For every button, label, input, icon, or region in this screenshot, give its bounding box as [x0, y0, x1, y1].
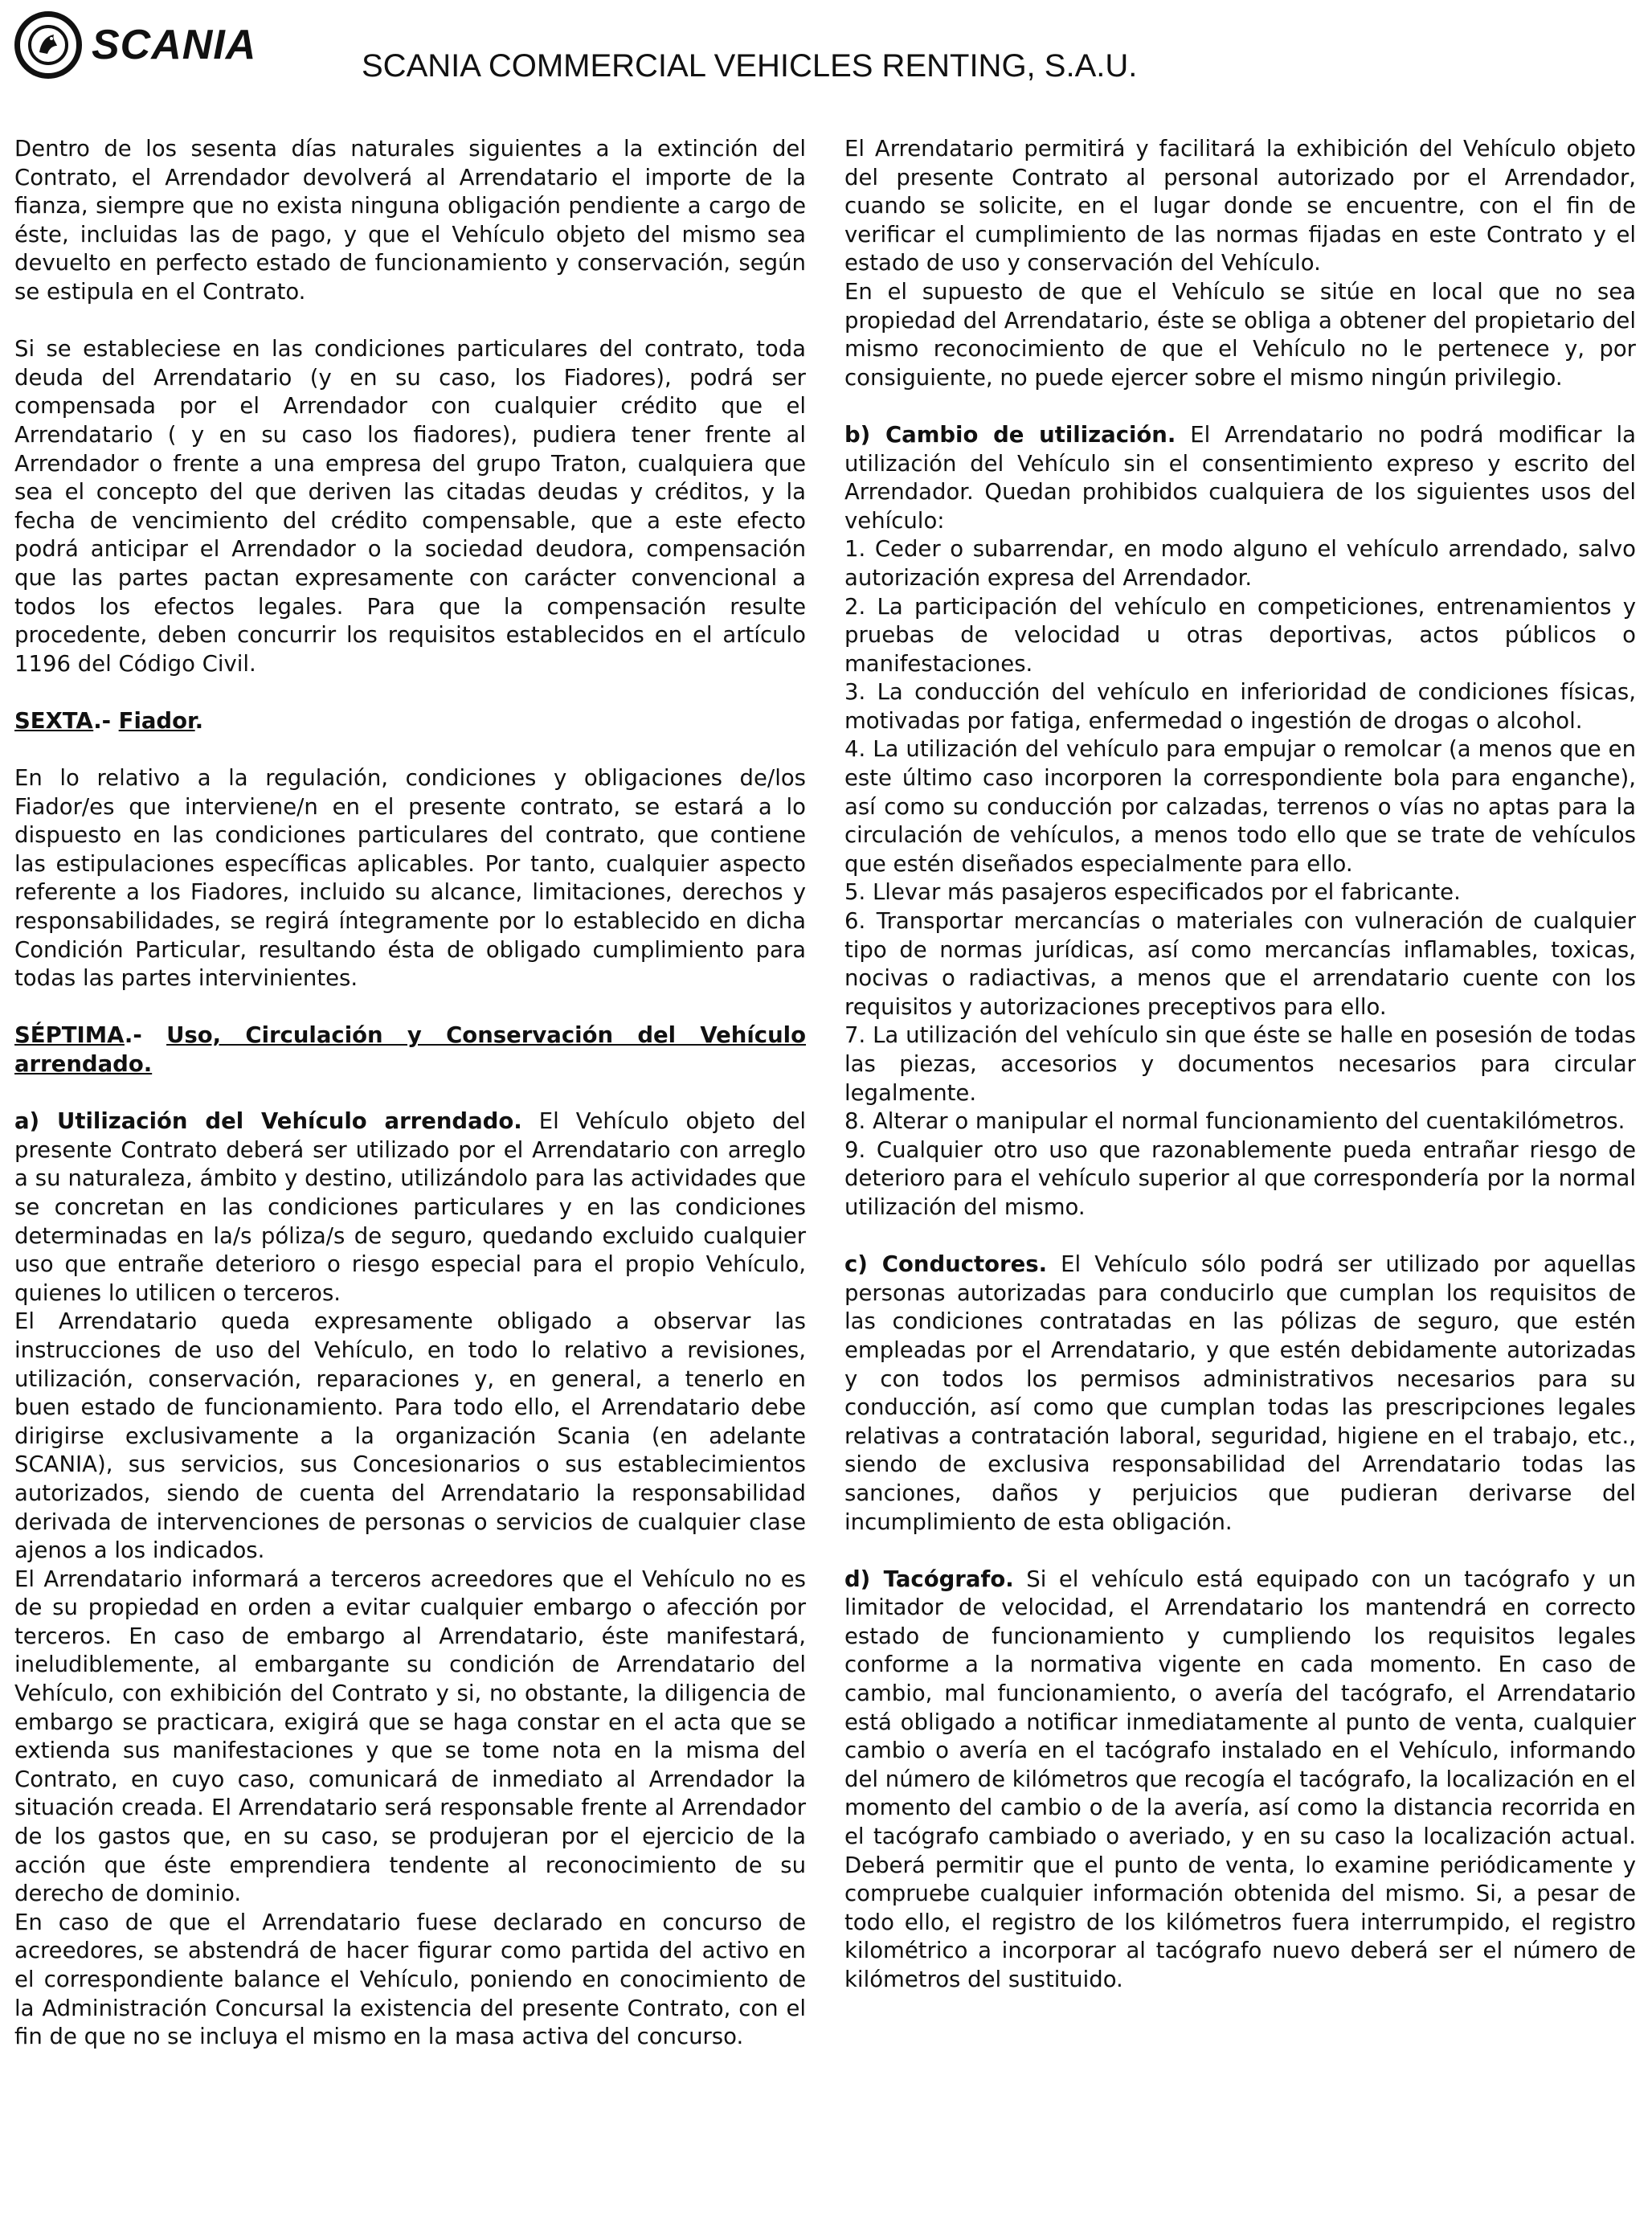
subsection-text: El Arrendatario no podrá modificar la utilización del Vehículo sin el consentimiento expreso y escrito del Arrendador. Quedan prohibidos cualquiera de los siguientes usos del vehículo:: [844, 421, 1636, 534]
list-item: 6. Transportar mercancías o materiales con vulneración de cualquier tipo de normas jurídicas, así como mercancías inflamables, toxicas, nocivas o radiactivas, a menos que el arrendatario cuente con los requisitos y autorizaciones preceptivos para ello.: [844, 908, 1636, 1020]
subsection-text: El Vehículo objeto del presente Contrato deberá ser utilizado por el Arrendatario con arreglo a su naturaleza, ámbito y destino, utilizándolo para las actividades que se concretan en las condiciones particulares y en las condiciones determinadas en la/s póliza/s de seguro, quedando excluido cualquier uso que entrañe deterioro o riesgo especial para el propio Vehículo, quienes lo utilicen o terceros.: [14, 1108, 807, 1306]
section-separator: .-: [124, 1022, 167, 1049]
left-column: [14, 135, 806, 2052]
section-title: Uso, Circulación y Conservación del Vehículo arrendado.: [14, 1022, 807, 1077]
paragraph-conductores: [844, 1251, 1636, 1537]
page-header: [0, 0, 1652, 121]
subsection-title: c) Conductores.: [844, 1251, 1048, 1278]
logo-wordmark: SCANIA: [92, 22, 257, 68]
paragraph-fianza: Dentro de los sesenta días naturales siguientes a la extinción del Contrato, el Arrendador devolverá al Arrendatario el importe de la fianza, siempre que no exista ninguna obligación pendiente a cargo de éste, incluidas las de pago, y que el Vehículo objeto del mismo sea devuelto en perfecto estado de funcionamiento y conservación, según se estipula en el Contrato.: [14, 136, 806, 305]
paragraph-concurso: En caso de que el Arrendatario fuese declarado en concurso de acreedores, se abstendrá de hacer figurar como partida del activo en el correspondiente balance el Vehículo, poniendo en conocimiento de la Administración Concursal la existencia del presente Contrato, con el fin de que no se incluya el mismo en la masa activa del concurso.: [14, 1909, 806, 2050]
list-item: 9. Cualquier otro uso que razonablemente pueda entrañar riesgo de deterioro para el vehículo superior al que correspondería por la normal utilización del mismo.: [844, 1136, 1636, 1220]
griffin-emblem-icon: [14, 11, 82, 79]
paragraph-embargo: El Arrendatario informará a terceros acreedores que el Vehículo no es de su propiedad en orden a evitar cualquier embargo o afección por terceros. En caso de embargo al Arrendatario, éste manifestará, ineludiblemente, al embargante su condición de Arrendatario del Vehículo, con exhibición del Contrato y si, no obstante, la diligencia de embargo se practicara, exigirá que se haga constar en el acta que se extienda sus manifestaciones y que se tome nota en la misma del Contrato, en cuyo caso, comunicará de inmediato al Arrendador la situación creada. El Arrendatario será responsable frente al Arrendador de los gastos que, en su caso, se produjeran por el ejercicio de la acción que éste emprendiera tendente al reconocimiento de su derecho de dominio.: [14, 1566, 806, 1907]
subsection-text: El Vehículo sólo podrá ser utilizado por aquellas personas autorizadas para conducirlo que cumplan los requisitos de las condiciones contratadas en las pólizas de seguro, que estén empleadas por el Arrendatario, y que estén debidamente autorizadas y con todos los permisos administrativos necesarios para su conducción, así como que cumplan todas las prescripciones legales relativas a contratación laboral, seguridad, higiene en el trabajo, etc., siendo de exclusiva responsabilidad del Arrendatario todas las sanciones, daños y perjuicios que pudieran derivarse del incumplimiento de esta obligación.: [844, 1251, 1636, 1535]
subsection-title: d) Tacógrafo.: [844, 1566, 1014, 1592]
scania-logo: [14, 11, 256, 79]
paragraph-cambio-utilizacion: [844, 421, 1636, 535]
section-label: SEXTA: [14, 707, 94, 734]
list-item: 8. Alterar o manipular el normal funcionamiento del cuentakilómetros.: [844, 1108, 1625, 1135]
section-separator: .-: [93, 707, 119, 734]
company-name: SCANIA COMMERCIAL VEHICLES RENTING, S.A.U.: [362, 48, 1138, 84]
section-heading-septima: [14, 1021, 806, 1079]
right-column: [844, 135, 1636, 1995]
paragraph-tacografo: [844, 1566, 1636, 1995]
paragraph-utilizacion: [14, 1107, 806, 1308]
list-item: 3. La conducción del vehículo en inferioridad de condiciones físicas, motivadas por fatiga, enfermedad o ingestión de drogas o alcohol.: [844, 679, 1636, 734]
section-end: .: [194, 707, 204, 734]
section-heading-sexta: [14, 707, 806, 736]
list-item: 5. Llevar más pasajeros especificados por el fabricante.: [844, 879, 1461, 906]
list-item: 4. La utilización del vehículo para empujar o remolcar (a menos que en este último caso incorporen la correspondiente bola para enganche), así como su conducción por calzadas, terrenos o vías no aptas para la circulación de vehículos, a menos todo ello que se trate de vehículos que estén diseñados especialmente para ello.: [844, 736, 1636, 877]
paragraph-instrucciones: El Arrendatario queda expresamente obligado a observar las instrucciones de uso del Vehículo, en todo lo relativo a revisiones, utilización, conservación, reparaciones y, en general, a tenerlo en buen estado de funcionamiento. Para todo ello, el Arrendatario debe dirigirse exclusivamente a la organización Scania (en adelante SCANIA), sus servicios, sus Concesionarios o sus establecimientos autorizados, siendo de cuenta del Arrendatario la responsabilidad derivada de intervenciones de personas o servicios de cualquier clase ajenos a los indicados.: [14, 1308, 806, 1564]
subsection-title: a) Utilización del Vehículo arrendado.: [14, 1108, 522, 1135]
paragraph-fiador: En lo relativo a la regulación, condiciones y obligaciones de/los Fiador/es que interviene/n en el presente contrato, se estará a lo dispuesto en las condiciones particulares del contrato, que contiene las estipulaciones específicas aplicables. Por tanto, cualquier aspecto referente a los Fiadores, incluido su alcance, limitaciones, derechos y responsabilidades, se regirá íntegramente por lo establecido en dicha Condición Particular, resultando ésta de obligado cumplimiento para todas las partes intervinientes.: [14, 765, 806, 992]
paragraph-compensacion: Si se estableciese en las condiciones particulares del contrato, toda deuda del Arrendatario (y en su caso, los Fiadores), podrá ser compensada por el Arrendador con cualquier crédito que el Arrendatario ( y en su caso los fiadores), pudiera tener frente al Arrendador o frente a una empresa del grupo Traton, cualquiera que sea el concepto del que deriven las citadas deudas y créditos, y la fecha de vencimiento del crédito compensable, que a este efecto podrá anticipar el Arrendador o la sociedad deudora, compensación que las partes pactan expresamente con carácter convencional a todos los efectos legales. Para que la compensación resulte procedente, deben concurrir los requisitos establecidos en el artículo 1196 del Código Civil.: [14, 336, 806, 677]
paragraph-local: En el supuesto de que el Vehículo se sitúe en local que no sea propiedad del Arrendatario, éste se obliga a obtener del propietario del mismo reconocimiento de que el Vehículo no le pertenece y, por consiguiente, no puede ejercer sobre el mismo ningún privilegio.: [844, 278, 1636, 391]
list-item: 1. Ceder o subarrendar, en modo alguno el vehículo arrendado, salvo autorización expresa del Arrendador.: [844, 536, 1636, 591]
subsection-title: b) Cambio de utilización.: [844, 421, 1176, 448]
section-label: SÉPTIMA: [14, 1022, 125, 1049]
list-item: 7. La utilización del vehículo sin que éste se halle en posesión de todas las piezas, accesorios y documentos necesarios para circular legalmente.: [844, 1022, 1636, 1106]
section-title: Fiador: [118, 707, 195, 734]
paragraph-exhibicion: El Arrendatario permitirá y facilitará la exhibición del Vehículo objeto del presente Contrato al personal autorizado por el Arrendador, cuando se solicite, en el lugar donde se encuentre, con el fin de verificar el cumplimiento de las normas fijadas en este Contrato y el estado de uso y conservación del Vehículo.: [844, 136, 1636, 276]
list-item: 2. La participación del vehículo en competiciones, entrenamientos y pruebas de velocidad u otras deportivas, actos públicos o manifestaciones.: [844, 593, 1636, 677]
subsection-text: Si el vehículo está equipado con un tacógrafo y un limitador de velocidad, el Arrendatario los mantendrá en correcto estado de funcionamiento y cumpliendo los requisitos legales conforme a la normativa vigente en cada momento. En caso de cambio, mal funcionamiento, o avería del tacógrafo, el Arrendatario está obligado a notificar inmediatamente al punto de venta, cualquier cambio o avería en el tacógrafo instalado en el Vehículo, informando del número de kilómetros que recogía el tacógrafo, la localización en el momento del cambio o de la avería, así como la distancia recorrida en el tacógrafo cambiado o averiado, y en su caso la localización actual. Deberá permitir que el punto de venta, lo examine periódicamente y compruebe cualquier información obtenida del mismo. Si, a pesar de todo ello, el registro de los kilómetros fuera interrumpido, el registro kilométrico a incorporar al tacógrafo nuevo deberá ser el número de kilómetros del sustituido.: [844, 1566, 1636, 1992]
